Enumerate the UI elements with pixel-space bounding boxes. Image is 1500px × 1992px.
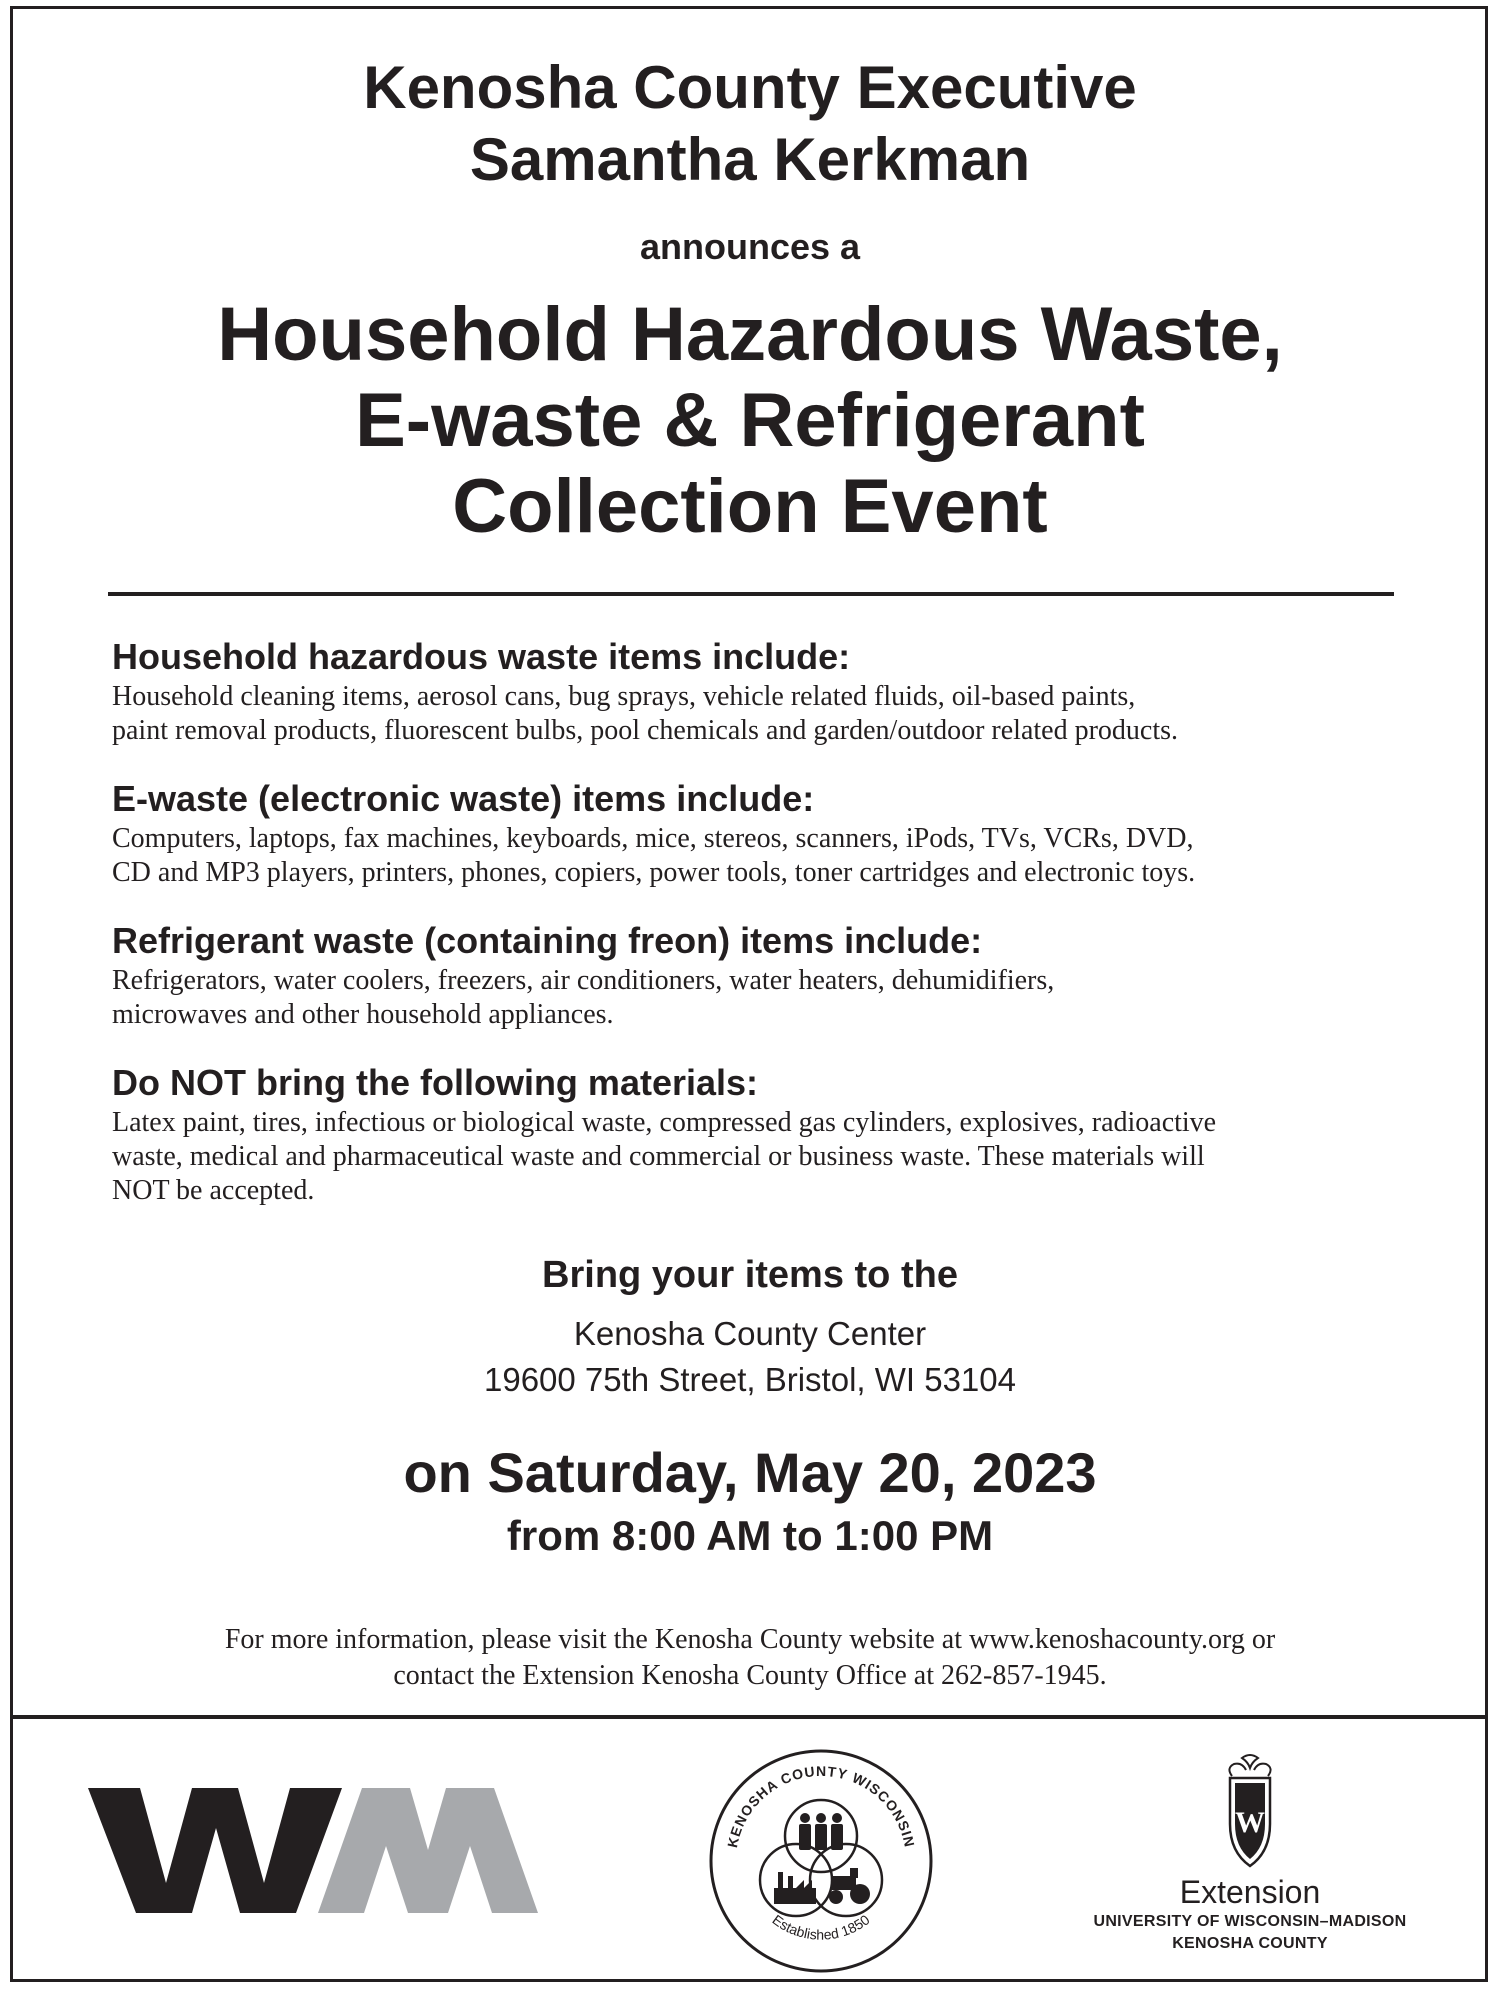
section-line: Household cleaning items, aerosol cans, bug sprays, vehicle related fluids, oil-based paints, — [112, 681, 1136, 712]
announces-text: announces a — [639, 226, 861, 267]
kenosha-county-seal — [708, 1748, 934, 1974]
section-heading: Household hazardous waste items include: — [112, 636, 851, 677]
section-line: paint removal products, fluorescent bulbs, pool chemicals and garden/outdoor related products. — [112, 715, 1179, 746]
section-line: waste, medical and pharmaceutical waste and commercial or business waste. These materials will — [112, 1141, 1205, 1172]
tractor-icon — [829, 1868, 870, 1904]
header-divider — [108, 592, 1394, 596]
section-heading: E-waste (electronic waste) items include: — [112, 778, 815, 819]
section-line: Latex paint, tires, infectious or biological waste, compressed gas cylinders, explosives, radioactive — [112, 1107, 1217, 1138]
section-ewaste — [112, 778, 1412, 890]
section-heading: Do NOT bring the following materials: — [112, 1062, 759, 1103]
header-title — [0, 52, 1500, 196]
event-title-line-3: Collection Event — [452, 464, 1048, 549]
wm-logo — [88, 1788, 538, 1913]
section-body — [112, 1106, 1412, 1208]
uw-extension-logo — [1070, 1752, 1430, 1957]
event-title-line-1: Household Hazardous Waste, — [217, 292, 1283, 377]
section-body — [112, 822, 1412, 890]
section-line: Refrigerators, water coolers, freezers, air conditioners, water heaters, dehumidifiers, — [112, 965, 1055, 996]
more-info-line-1: For more information, please visit the Kenosha County website at www.kenoshacounty.org or — [224, 1624, 1276, 1655]
seal-bottom-text: Established 1850 — [769, 1911, 873, 1943]
bring-heading: Bring your items to the — [542, 1254, 958, 1296]
section-line: NOT be accepted. — [112, 1175, 315, 1206]
wm-logo-w — [88, 1788, 342, 1913]
uw-extension-label: Extension — [1179, 1874, 1321, 1910]
section-do-not-bring — [112, 1062, 1412, 1208]
more-info-line-2: contact the Extension Kenosha County Office at 262-857-1945. — [393, 1660, 1107, 1691]
wm-logo-m — [318, 1788, 538, 1913]
uw-crest-icon — [1222, 1752, 1278, 1870]
seal-top-text: KENOSHA COUNTY WISCONSIN — [724, 1762, 918, 1849]
section-line: Computers, laptops, fax machines, keyboards, mice, stereos, scanners, iPods, TVs, VCRs, DVD, — [112, 823, 1194, 854]
section-heading: Refrigerant waste (containing freon) items include: — [112, 920, 983, 961]
event-title — [0, 292, 1500, 550]
venue-name: Kenosha County Center — [573, 1315, 927, 1352]
more-info — [0, 1622, 1500, 1694]
section-hazardous — [112, 636, 1412, 748]
header-line-1: Kenosha County Executive — [363, 54, 1137, 121]
uw-county-label: KENOSHA COUNTY — [1172, 1935, 1328, 1952]
uw-crest-letter: W — [1235, 1806, 1265, 1839]
header-line-2: Samantha Kerkman — [469, 126, 1031, 193]
event-title-line-2: E-waste & Refrigerant — [355, 378, 1145, 463]
event-time: from 8:00 AM to 1:00 PM — [506, 1512, 994, 1559]
section-line: microwaves and other household appliances. — [112, 999, 614, 1030]
section-body — [112, 964, 1412, 1032]
section-refrigerant — [112, 920, 1412, 1032]
event-date: on Saturday, May 20, 2023 — [403, 1441, 1097, 1504]
footer-divider — [10, 1715, 1488, 1719]
uw-university-label: UNIVERSITY OF WISCONSIN–MADISON — [1093, 1913, 1407, 1930]
venue-address: 19600 75th Street, Bristol, WI 53104 — [484, 1361, 1016, 1398]
section-line: CD and MP3 players, printers, phones, copiers, power tools, toner cartridges and electronic toys. — [112, 857, 1196, 888]
section-body — [112, 680, 1412, 748]
people-icon — [799, 1813, 843, 1850]
